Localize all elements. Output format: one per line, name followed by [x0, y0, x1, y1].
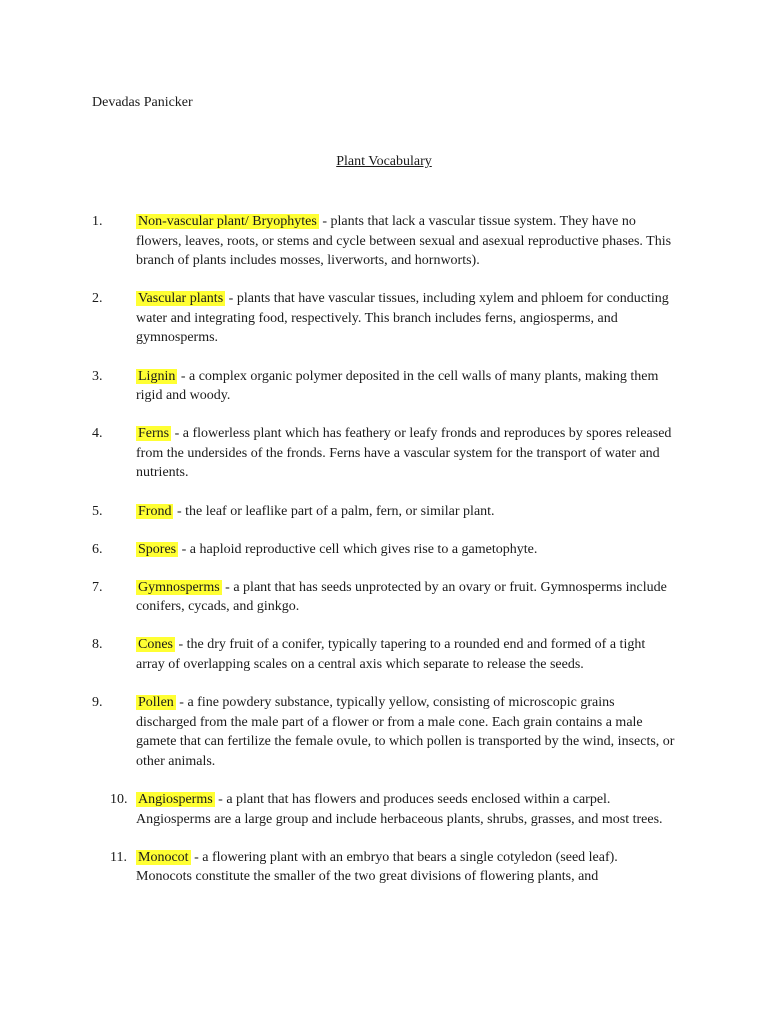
- vocab-definition: - a fine powdery substance, typically yellow, consisting of microscopic grains discharged from the male part of a flower or from a male cone. Each grain contains a male gamete that can fertilize the female ovule, to which pollen is transported by the wind, insects, or other animals.: [136, 695, 675, 769]
- vocab-entry: [0, 289, 676, 348]
- vocab-entry: [0, 540, 676, 560]
- vocab-entry: [0, 693, 676, 771]
- entry-number: 6.: [92, 541, 103, 557]
- vocab-entry: [0, 848, 676, 887]
- vocab-entry: [0, 424, 676, 483]
- vocab-definition: - a plant that has flowers and produces seeds enclosed within a carpel. Angiosperms are a large group and include herbaceous plants, shrubs, grasses, and most trees.: [136, 791, 663, 827]
- vocab-definition: - the leaf or leaflike part of a palm, fern, or similar plant.: [173, 503, 495, 519]
- vocab-entry: [0, 635, 676, 674]
- vocab-term: Monocot: [138, 849, 189, 865]
- vocab-entry: [0, 367, 676, 406]
- entry-number: 2.: [92, 291, 103, 307]
- author-name: Devadas Panicker: [92, 95, 193, 110]
- vocabulary-list: [0, 212, 768, 905]
- vocab-definition: - plants that lack a vascular tissue system. They have no flowers, leaves, roots, or stems and cycle between sexual and asexual reproductive phases. This branch of plants includes mosses, liverworts, and hornworts).: [136, 214, 672, 269]
- vocab-entry: [0, 790, 676, 829]
- vocab-definition: - the dry fruit of a conifer, typically tapering to a rounded end and formed of a tight array of overlapping scales on a central axis which separate to release the seeds.: [136, 637, 646, 672]
- vocab-definition: - a flowerless plant which has feathery or leafy fronds and reproduces by spores released from the undersides of the fronds. Ferns have a vascular system for the transport of water and nutrients.: [136, 426, 672, 481]
- entry-number: 11.: [110, 849, 127, 865]
- vocab-term: Vascular plants: [138, 291, 224, 307]
- document-title-text: Plant Vocabulary: [336, 154, 432, 169]
- vocab-term: Cones: [138, 637, 173, 653]
- vocab-term: Lignin: [138, 368, 176, 384]
- vocab-term: Pollen: [138, 695, 174, 711]
- vocab-definition: - a complex organic polymer deposited in the cell walls of many plants, making them rigid and woody.: [136, 368, 659, 404]
- vocab-definition: - a flowering plant with an embryo that bears a single cotyledon (seed leaf). Monocots constitute the smaller of the two great divisions of flowering plants, and: [136, 849, 618, 885]
- vocab-entry: [0, 212, 676, 271]
- vocab-term: Non-vascular plant/ Bryophytes: [138, 214, 317, 229]
- vocab-term: Spores: [138, 541, 177, 557]
- entry-number: 5.: [92, 503, 103, 519]
- entry-number: 9.: [92, 695, 103, 711]
- vocab-definition: - a plant that has seeds unprotected by an ovary or fruit. Gymnosperms include conifers, cycads, and ginkgo.: [136, 579, 667, 615]
- vocab-definition: - plants that have vascular tissues, including xylem and phloem for conducting water and integrating food, respectively. This branch includes ferns, angiosperms, and gymnosperms.: [136, 291, 669, 346]
- vocab-entry: [0, 502, 676, 522]
- vocab-term: Gymnosperms: [138, 579, 220, 595]
- vocab-term: Frond: [138, 503, 172, 519]
- entry-number: 1.: [92, 214, 103, 229]
- vocab-entry: [0, 578, 676, 617]
- vocab-term: Angiosperms: [138, 791, 213, 807]
- entry-number: 7.: [92, 579, 103, 595]
- entry-number: 10.: [110, 791, 128, 807]
- entry-number: 8.: [92, 637, 103, 653]
- entry-number: 4.: [92, 426, 103, 442]
- entry-number: 3.: [92, 368, 103, 384]
- document-title: [0, 153, 768, 171]
- vocab-definition: - a haploid reproductive cell which gives rise to a gametophyte.: [178, 541, 538, 557]
- vocab-term: Ferns: [138, 426, 170, 442]
